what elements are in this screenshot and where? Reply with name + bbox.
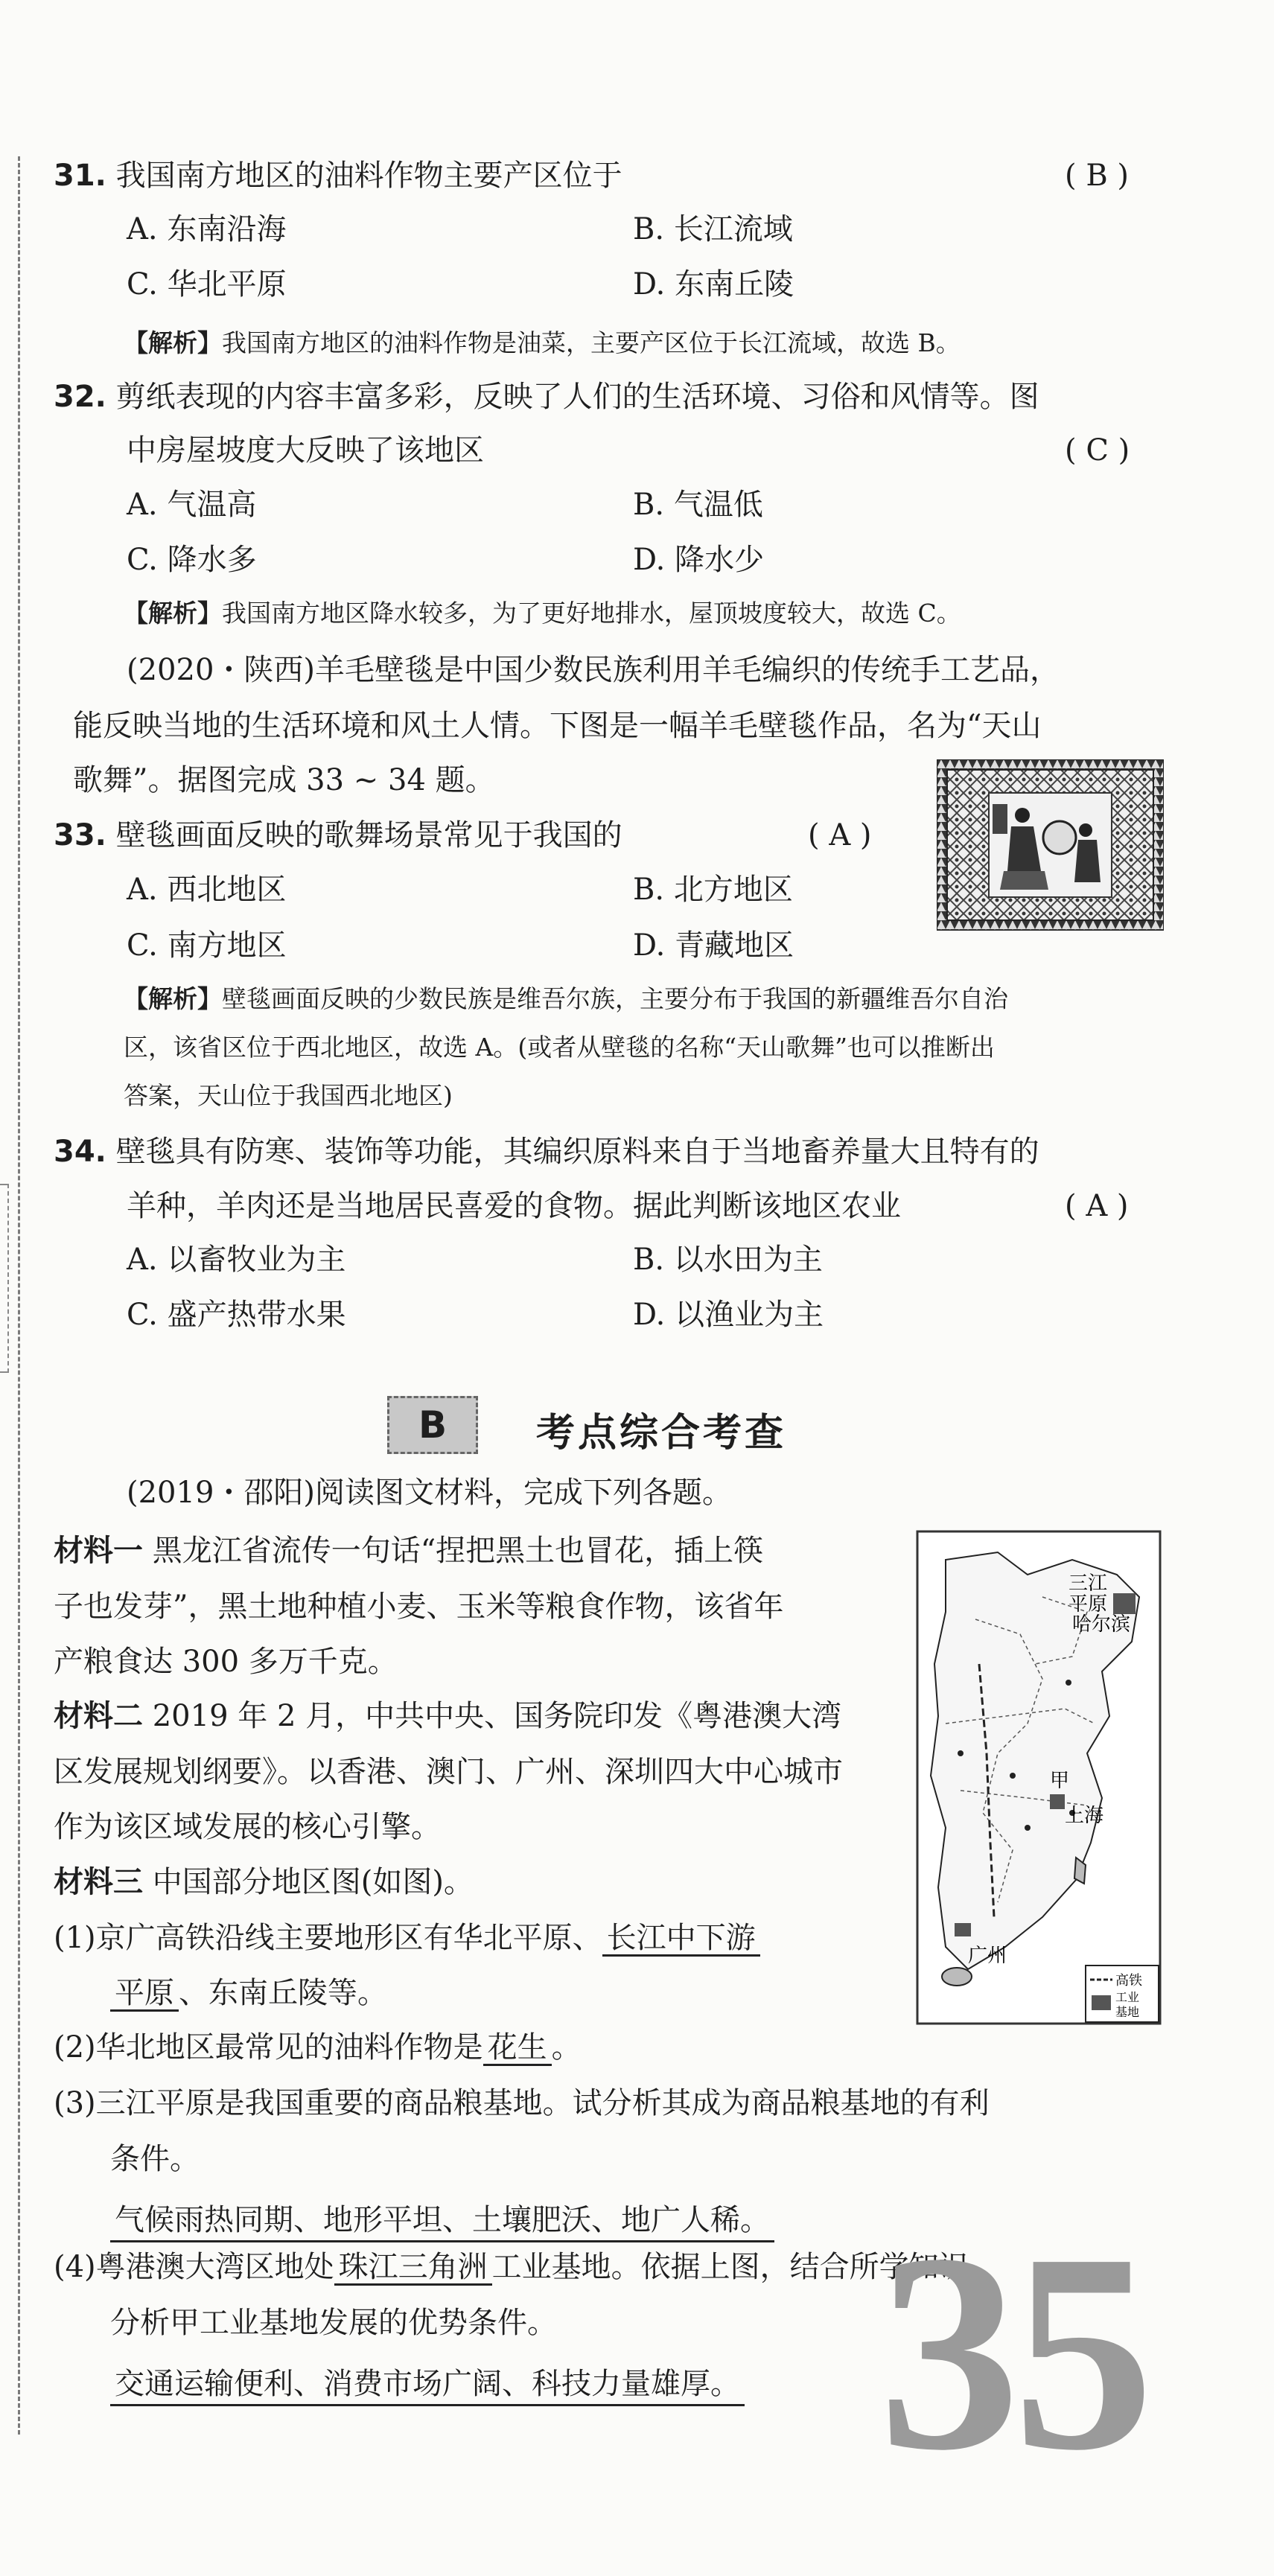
part4-line2: 分析甲工业基地发展的优势条件。 bbox=[110, 2306, 557, 2340]
q33-option-c: C. 南方地区 bbox=[127, 928, 287, 963]
map-label-sanjiang: 三江 bbox=[1068, 1572, 1108, 1595]
map-label-jia: 甲 bbox=[1050, 1770, 1070, 1792]
part1-answer-blank: 长江中下游 bbox=[602, 1923, 760, 1957]
material-2-tag: 材料二 bbox=[54, 1698, 143, 1733]
q31-option-a: A. 东南沿海 bbox=[127, 212, 287, 246]
intro-line2: 能反映当地的生活环境和风土人情。下图是一幅羊毛壁毯作品，名为“天山 bbox=[73, 709, 1042, 743]
part1-line2: 平原 、东南丘陵等。 bbox=[110, 1978, 387, 2012]
q32-option-c: C. 降水多 bbox=[127, 543, 257, 577]
q32-analysis: 【解析】我国南方地区降水较多，为了更好地排水，屋顶坡度较大，故选 C。 bbox=[124, 599, 961, 628]
material-3-tag: 材料三 bbox=[54, 1864, 143, 1899]
q34-answer: ( A ) bbox=[1065, 1189, 1129, 1223]
q34-number: 34. bbox=[54, 1135, 106, 1169]
map-legend bbox=[1086, 1966, 1159, 2022]
q31-analysis: 【解析】我国南方地区的油料作物是油菜，主要产区位于长江流域，故选 B。 bbox=[124, 328, 961, 357]
page-number: 35 bbox=[879, 2196, 1147, 2509]
margin-bracket bbox=[0, 1184, 9, 1373]
q33-stem: 33. 壁毯画面反映的歌舞场景常见于我国的 bbox=[54, 818, 622, 852]
material-3-line1: 材料三 中国部分地区图(如图)。 bbox=[54, 1864, 474, 1899]
map-label-shanghai: 上海 bbox=[1065, 1805, 1104, 1827]
part1-line1: (1)京广高铁沿线主要地形区有华北平原、 长江中下游 bbox=[54, 1923, 760, 1957]
q34-option-c: C. 盛产热带水果 bbox=[127, 1298, 346, 1332]
part2: (2)华北地区最常见的油料作物是 花生 。 bbox=[54, 2030, 582, 2065]
q34-option-a: A. 以畜牧业为主 bbox=[127, 1243, 346, 1277]
map-label-pingyuan: 平原 bbox=[1068, 1593, 1108, 1616]
part4-answer-blank: 珠江三角洲 bbox=[334, 2252, 492, 2286]
intro-line1: (2020・陕西)羊毛壁毯是中国少数民族利用羊毛编织的传统手工艺品， bbox=[127, 653, 1060, 687]
material-1-line1: 材料一 黑龙江省流传一句话“捏把黑土也冒花，插上筷 bbox=[54, 1533, 764, 1568]
part4-answer: 交通运输便利、消费市场广阔、科技力量雄厚。 bbox=[110, 2360, 745, 2406]
china-region-map bbox=[916, 1530, 1162, 2025]
part2-answer-blank: 花生 bbox=[483, 2033, 552, 2066]
q33-analysis-line2: 区，该省区位于西北地区，故选 A。(或者从壁毯的名称“天山歌舞”也可以推断出 bbox=[124, 1033, 995, 1062]
section-title: 考点综合考查 bbox=[536, 1411, 787, 1456]
q31-option-d: D. 东南丘陵 bbox=[633, 267, 794, 302]
material-1-line2: 子也发芽”，黑土地种植小麦、玉米等粮食作物，该省年 bbox=[54, 1590, 784, 1624]
q34-option-d: D. 以渔业为主 bbox=[633, 1298, 824, 1332]
section-intro: (2019・邵阳)阅读图文材料，完成下列各题。 bbox=[127, 1476, 733, 1510]
q33-analysis-line3: 答案，天山位于我国西北地区) bbox=[124, 1081, 453, 1110]
q32-option-b: B. 气温低 bbox=[633, 488, 763, 522]
q34-stem-line2: 羊种，羊肉还是当地居民喜爱的食物。据此判断该地区农业 bbox=[127, 1189, 901, 1223]
q31-text: 我国南方地区的油料作物主要产区位于 bbox=[115, 159, 622, 193]
binding-margin-line bbox=[18, 156, 20, 2435]
q32-number: 32. bbox=[54, 380, 106, 414]
q32-option-a: A. 气温高 bbox=[127, 488, 257, 522]
q32-stem-line2: 中房屋坡度大反映了该地区 bbox=[127, 433, 484, 468]
q33-option-a: A. 西北地区 bbox=[127, 873, 287, 907]
q33-number: 33. bbox=[54, 818, 106, 852]
material-1-tag: 材料一 bbox=[54, 1533, 143, 1568]
material-2-line1: 材料二 2019 年 2 月，中共中央、国务院印发《粤港澳大湾 bbox=[54, 1698, 842, 1733]
q33-option-d: D. 青藏地区 bbox=[633, 928, 794, 963]
map-label-guangzhou: 广州 bbox=[968, 1945, 1007, 1967]
part4-line1: (4)粤港澳大湾区地处 珠江三角洲 工业基地。依据上图，结合所学知识， bbox=[54, 2250, 999, 2284]
q31-answer: ( B ) bbox=[1065, 159, 1130, 193]
intro-line3: 歌舞”。据图完成 33 ~ 34 题。 bbox=[73, 763, 495, 797]
legend-base-label2: 基地 bbox=[1115, 2005, 1140, 2019]
material-2-line2: 区发展规划纲要》。以香港、澳门、广州、深圳四大中心城市 bbox=[54, 1755, 843, 1789]
q32-stem-line1: 32. 剪纸表现的内容丰富多彩，反映了人们的生活环境、习俗和风情等。图 bbox=[54, 380, 1039, 414]
material-2-line3: 作为该区域发展的核心引擎。 bbox=[54, 1810, 441, 1844]
q31-option-b: B. 长江流域 bbox=[633, 212, 793, 246]
part1-answer-blank2: 平原 bbox=[110, 1978, 179, 2012]
q33-option-b: B. 北方地区 bbox=[633, 873, 793, 907]
material-1-line3: 产粮食达 300 多万千克。 bbox=[54, 1645, 398, 1679]
part3-line2: 条件。 bbox=[110, 2142, 200, 2176]
q32-answer: ( C ) bbox=[1065, 433, 1130, 468]
q31-option-c: C. 华北平原 bbox=[127, 267, 287, 302]
section-letter-badge: B bbox=[387, 1396, 478, 1454]
wool-carpet-image bbox=[937, 759, 1164, 931]
legend-rail-label: 高铁 bbox=[1115, 1973, 1142, 1989]
q31-number: 31. bbox=[54, 159, 106, 193]
legend-base-label1: 工业 bbox=[1115, 1990, 1140, 2004]
part3-line1: (3)三江平原是我国重要的商品粮基地。试分析其成为商品粮基地的有利 bbox=[54, 2086, 990, 2120]
part3-answer: 气候雨热同期、地形平坦、土壤肥沃、地广人稀。 bbox=[110, 2196, 774, 2242]
q34-stem-line1: 34. 壁毯具有防寒、装饰等功能，其编织原料来自于当地畜养量大且特有的 bbox=[54, 1135, 1039, 1169]
q33-analysis-line1: 【解析】壁毯画面反映的少数民族是维吾尔族，主要分布于我国的新疆维吾尔自治 bbox=[124, 984, 1008, 1013]
q33-answer: ( A ) bbox=[808, 818, 872, 852]
map-label-harbin: 哈尔滨 bbox=[1072, 1613, 1131, 1636]
q31-stem bbox=[54, 161, 622, 191]
q34-option-b: B. 以水田为主 bbox=[633, 1243, 823, 1277]
q32-option-d: D. 降水少 bbox=[633, 543, 765, 577]
